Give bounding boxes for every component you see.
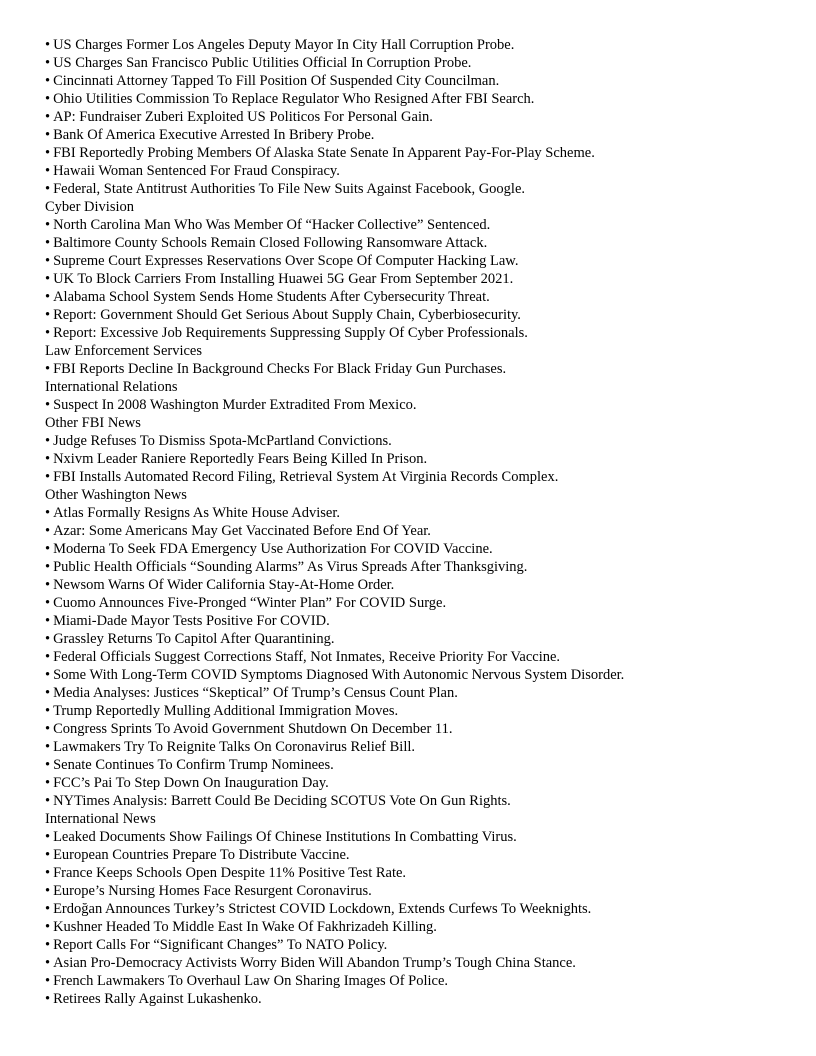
bullet-icon: • — [45, 289, 51, 305]
news-item — [45, 108, 805, 126]
news-item — [45, 954, 805, 972]
bullet-icon: • — [45, 955, 51, 971]
section-heading: Other FBI News — [45, 415, 141, 431]
bullet-icon: • — [45, 667, 51, 683]
bullet-icon: • — [45, 973, 51, 989]
news-item-text: Baltimore County Schools Remain Closed Following Ransomware Attack. — [53, 235, 488, 251]
bullet-icon: • — [45, 847, 51, 863]
bullet-icon: • — [45, 829, 51, 845]
news-item-text: Judge Refuses To Dismiss Spota-McPartland Convictions. — [53, 433, 392, 449]
news-item — [45, 522, 805, 540]
news-item-text: Report Calls For “Significant Changes” To NATO Policy. — [53, 937, 388, 953]
news-item — [45, 756, 805, 774]
bullet-icon: • — [45, 127, 51, 143]
bullet-icon: • — [45, 685, 51, 701]
bullet-icon: • — [45, 901, 51, 917]
news-item-text: NYTimes Analysis: Barrett Could Be Deciding SCOTUS Vote On Gun Rights. — [53, 793, 511, 809]
bullet-icon: • — [45, 721, 51, 737]
bullet-icon: • — [45, 55, 51, 71]
news-item-text: Moderna To Seek FDA Emergency Use Authorization For COVID Vaccine. — [53, 541, 493, 557]
news-item-text: Some With Long-Term COVID Symptoms Diagnosed With Autonomic Nervous System Disorder. — [53, 667, 625, 683]
news-item-text: Erdoğan Announces Turkey’s Strictest COVID Lockdown, Extends Curfews To Weeknights. — [53, 901, 592, 917]
news-item-text: North Carolina Man Who Was Member Of “Hacker Collective” Sentenced. — [53, 217, 491, 233]
bullet-icon: • — [45, 181, 51, 197]
bullet-icon: • — [45, 649, 51, 665]
news-item — [45, 576, 805, 594]
news-item-text: Report: Government Should Get Serious About Supply Chain, Cyberbiosecurity. — [53, 307, 521, 323]
bullet-icon: • — [45, 307, 51, 323]
bullet-icon: • — [45, 523, 51, 539]
news-item — [45, 774, 805, 792]
news-item — [45, 288, 805, 306]
news-item-text: Retirees Rally Against Lukashenko. — [53, 991, 262, 1007]
news-item — [45, 666, 805, 684]
bullet-icon: • — [45, 433, 51, 449]
news-item-text: Bank Of America Executive Arrested In Bribery Probe. — [53, 127, 375, 143]
bullet-icon: • — [45, 919, 51, 935]
news-item-text: Atlas Formally Resigns As White House Adviser. — [53, 505, 340, 521]
news-item-text: Nxivm Leader Raniere Reportedly Fears Being Killed In Prison. — [53, 451, 428, 467]
news-item-text: France Keeps Schools Open Despite 11% Positive Test Rate. — [53, 865, 407, 881]
bullet-icon: • — [45, 451, 51, 467]
news-item — [45, 270, 805, 288]
news-item — [45, 738, 805, 756]
bullet-icon: • — [45, 325, 51, 341]
news-item-text: Newsom Warns Of Wider California Stay-At-Home Order. — [53, 577, 395, 593]
bullet-icon: • — [45, 361, 51, 377]
news-item-text: Lawmakers Try To Reignite Talks On Coronavirus Relief Bill. — [53, 739, 415, 755]
bullet-icon: • — [45, 271, 51, 287]
news-item-text: Trump Reportedly Mulling Additional Immigration Moves. — [53, 703, 399, 719]
news-item — [45, 162, 805, 180]
bullet-icon: • — [45, 469, 51, 485]
news-item-text: AP: Fundraiser Zuberi Exploited US Politicos For Personal Gain. — [53, 109, 433, 125]
news-item-text: Asian Pro-Democracy Activists Worry Biden Will Abandon Trump’s Tough China Stance. — [53, 955, 576, 971]
news-item — [45, 54, 805, 72]
news-item-text: Hawaii Woman Sentenced For Fraud Conspiracy. — [53, 163, 340, 179]
news-item — [45, 180, 805, 198]
section-heading: International Relations — [45, 379, 178, 395]
news-item-text: Ohio Utilities Commission To Replace Regulator Who Resigned After FBI Search. — [53, 91, 535, 107]
news-item-text: FBI Reportedly Probing Members Of Alaska State Senate In Apparent Pay-For-Play Scheme. — [53, 145, 595, 161]
bullet-icon: • — [45, 559, 51, 575]
news-item-text: Grassley Returns To Capitol After Quarantining. — [53, 631, 335, 647]
news-item — [45, 684, 805, 702]
bullet-icon: • — [45, 37, 51, 53]
news-item — [45, 558, 805, 576]
bullet-icon: • — [45, 775, 51, 791]
bullet-icon: • — [45, 793, 51, 809]
news-item — [45, 540, 805, 558]
news-item — [45, 396, 805, 414]
bullet-icon: • — [45, 235, 51, 251]
news-item — [45, 792, 805, 810]
news-item-text: Federal, State Antitrust Authorities To File New Suits Against Facebook, Google. — [53, 181, 526, 197]
news-item-text: FBI Installs Automated Record Filing, Retrieval System At Virginia Records Complex. — [53, 469, 559, 485]
news-item-text: FCC’s Pai To Step Down On Inauguration Day. — [53, 775, 329, 791]
news-item — [45, 90, 805, 108]
news-item-text: Media Analyses: Justices “Skeptical” Of Trump’s Census Count Plan. — [53, 685, 458, 701]
bullet-icon: • — [45, 253, 51, 269]
bullet-icon: • — [45, 109, 51, 125]
news-item — [45, 144, 805, 162]
news-item — [45, 882, 805, 900]
news-item — [45, 72, 805, 90]
news-item-text: Cincinnati Attorney Tapped To Fill Position Of Suspended City Councilman. — [53, 73, 500, 89]
news-item — [45, 594, 805, 612]
news-item — [45, 126, 805, 144]
news-item — [45, 936, 805, 954]
news-item-text: Congress Sprints To Avoid Government Shutdown On December 11. — [53, 721, 453, 737]
news-item-text: Federal Officials Suggest Corrections Staff, Not Inmates, Receive Priority For Vaccine. — [53, 649, 561, 665]
news-item-text: Azar: Some Americans May Get Vaccinated Before End Of Year. — [53, 523, 431, 539]
section-heading: International News — [45, 811, 156, 827]
bullet-icon: • — [45, 595, 51, 611]
news-item-text: Suspect In 2008 Washington Murder Extradited From Mexico. — [53, 397, 417, 413]
news-item — [45, 36, 805, 54]
news-item — [45, 648, 805, 666]
news-item — [45, 450, 805, 468]
bullet-icon: • — [45, 145, 51, 161]
news-item — [45, 234, 805, 252]
news-item — [45, 630, 805, 648]
news-item — [45, 612, 805, 630]
news-item-text: Europe’s Nursing Homes Face Resurgent Coronavirus. — [53, 883, 372, 899]
bullet-icon: • — [45, 73, 51, 89]
news-item — [45, 468, 805, 486]
news-item — [45, 252, 805, 270]
news-item — [45, 900, 805, 918]
bullet-icon: • — [45, 883, 51, 899]
bullet-icon: • — [45, 631, 51, 647]
news-item — [45, 216, 805, 234]
bullet-icon: • — [45, 613, 51, 629]
news-item — [45, 828, 805, 846]
bullet-icon: • — [45, 991, 51, 1007]
bullet-icon: • — [45, 739, 51, 755]
news-item — [45, 864, 805, 882]
section-heading: Cyber Division — [45, 199, 135, 215]
bullet-icon: • — [45, 505, 51, 521]
news-item-text: Report: Excessive Job Requirements Suppressing Supply Of Cyber Professionals. — [53, 325, 528, 341]
news-item — [45, 324, 805, 342]
news-item — [45, 360, 805, 378]
news-item — [45, 918, 805, 936]
news-item — [45, 432, 805, 450]
news-item — [45, 990, 805, 1008]
section-heading: Law Enforcement Services — [45, 343, 203, 359]
bullet-icon: • — [45, 163, 51, 179]
news-item-text: Leaked Documents Show Failings Of Chinese Institutions In Combatting Virus. — [53, 829, 517, 845]
bullet-icon: • — [45, 937, 51, 953]
bullet-icon: • — [45, 91, 51, 107]
news-item-text: Public Health Officials “Sounding Alarms” As Virus Spreads After Thanksgiving. — [53, 559, 528, 575]
bullet-icon: • — [45, 541, 51, 557]
news-item — [45, 306, 805, 324]
news-item-text: European Countries Prepare To Distribute Vaccine. — [53, 847, 350, 863]
news-item-text: Miami-Dade Mayor Tests Positive For COVID. — [53, 613, 330, 629]
news-item-text: French Lawmakers To Overhaul Law On Sharing Images Of Police. — [53, 973, 449, 989]
bullet-icon: • — [45, 865, 51, 881]
news-item-text: Kushner Headed To Middle East In Wake Of Fakhrizadeh Killing. — [53, 919, 437, 935]
news-item-text: UK To Block Carriers From Installing Huawei 5G Gear From September 2021. — [53, 271, 514, 287]
news-item-text: Supreme Court Expresses Reservations Over Scope Of Computer Hacking Law. — [53, 253, 519, 269]
section-heading: Other Washington News — [45, 487, 187, 503]
news-item — [45, 720, 805, 738]
news-item-text: Senate Continues To Confirm Trump Nominees. — [53, 757, 334, 773]
bullet-icon: • — [45, 217, 51, 233]
news-briefing-document — [45, 36, 805, 1008]
bullet-icon: • — [45, 397, 51, 413]
bullet-icon: • — [45, 703, 51, 719]
bullet-icon: • — [45, 757, 51, 773]
news-item — [45, 702, 805, 720]
news-item-text: FBI Reports Decline In Background Checks For Black Friday Gun Purchases. — [53, 361, 507, 377]
bullet-icon: • — [45, 577, 51, 593]
news-item-text: Cuomo Announces Five-Pronged “Winter Plan” For COVID Surge. — [53, 595, 447, 611]
news-item-text: US Charges Former Los Angeles Deputy Mayor In City Hall Corruption Probe. — [53, 37, 515, 53]
news-item-text: US Charges San Francisco Public Utilities Official In Corruption Probe. — [53, 55, 472, 71]
news-item — [45, 972, 805, 990]
news-item — [45, 846, 805, 864]
news-item — [45, 504, 805, 522]
news-item-text: Alabama School System Sends Home Students After Cybersecurity Threat. — [53, 289, 490, 305]
